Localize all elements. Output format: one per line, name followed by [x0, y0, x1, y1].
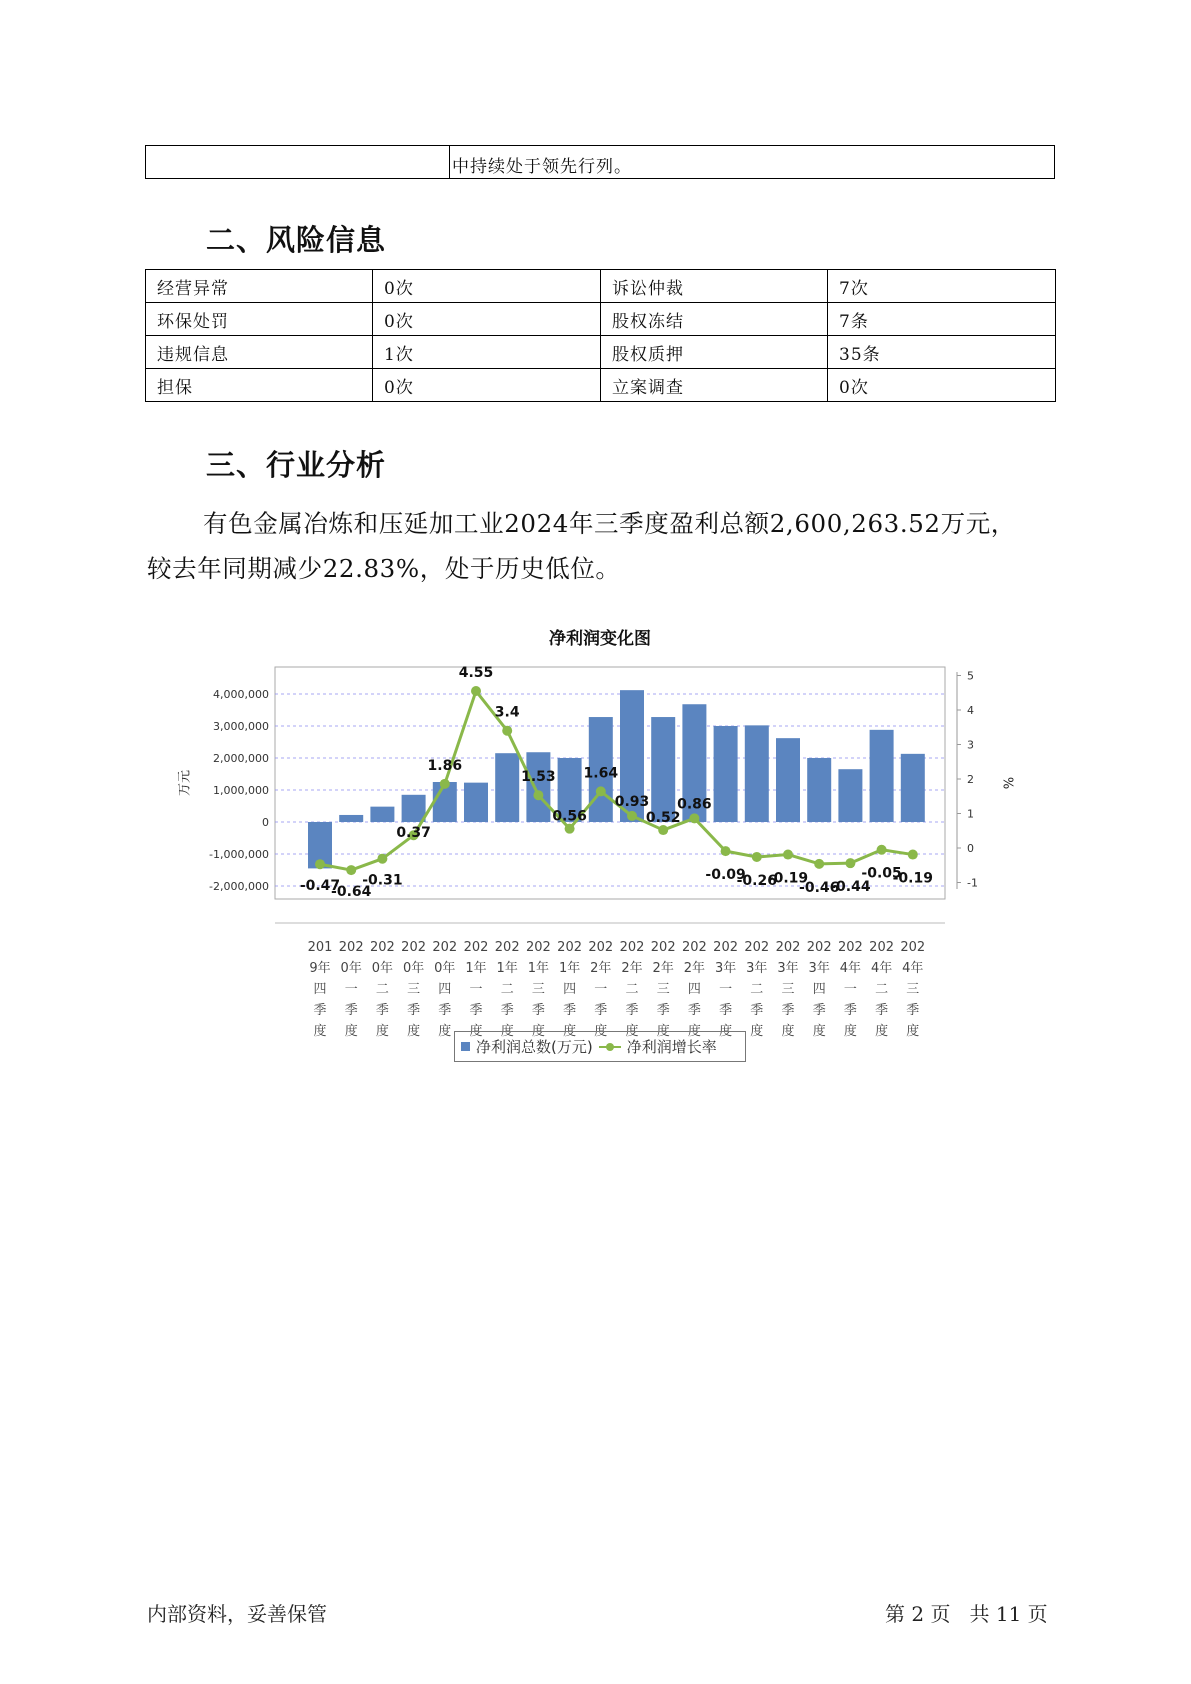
line-point [596, 786, 606, 796]
x-tick-label: 202 [775, 940, 801, 955]
x-tick-label: 季 [438, 1003, 452, 1018]
risk-value: 0次 [373, 303, 601, 336]
x-tick-label: 1年 [496, 961, 518, 976]
x-tick-label: 0年 [371, 961, 394, 976]
risk-value: 0次 [828, 369, 1056, 402]
x-tick-label: 季 [906, 1003, 920, 1018]
legend-bar-swatch [461, 1042, 470, 1051]
line-point [752, 852, 762, 862]
x-tick-label: 二 [500, 982, 514, 997]
x-tick-label: 202 [681, 940, 707, 955]
data-label: -0.31 [362, 872, 403, 889]
x-tick-label: 四 [563, 982, 577, 997]
x-tick-label: 季 [656, 1003, 670, 1018]
line-point [845, 858, 855, 868]
line-point [689, 813, 699, 823]
section-heading-industry: 三、行业分析 [206, 448, 387, 482]
x-tick-label: 二 [625, 982, 639, 997]
x-tick-label: 1年 [558, 961, 581, 976]
bar [464, 783, 488, 822]
x-tick-label: 202 [869, 940, 895, 955]
x-tick-label: 度 [438, 1024, 452, 1039]
x-tick-label: 季 [594, 1003, 608, 1018]
x-tick-label: 季 [531, 1003, 545, 1018]
line-point [783, 850, 793, 860]
x-tick-label: 季 [313, 1003, 327, 1018]
x-tick-label: 四 [438, 982, 452, 997]
x-tick-label: 202 [650, 940, 676, 955]
data-label: 3.4 [494, 704, 520, 721]
x-tick-label: 季 [750, 1003, 764, 1018]
x-tick-label: 0年 [434, 961, 456, 976]
table-row [146, 270, 1056, 303]
y-axis-title-left: 万元 [177, 769, 193, 797]
x-tick-label: 三 [781, 982, 795, 997]
line-point [346, 865, 356, 875]
risk-label: 担保 [146, 369, 373, 402]
y-tick-label-right: 5 [967, 669, 974, 683]
y-axis-title-right: % [999, 776, 1015, 790]
footer-page-number: 第 2 页 共 11 页 [885, 1602, 1048, 1626]
data-label: 0.37 [396, 825, 431, 842]
x-tick-label: 一 [719, 982, 733, 997]
net-profit-chart [175, 655, 1025, 1039]
x-tick-label: 202 [494, 940, 520, 955]
x-tick-label: 一 [843, 982, 857, 997]
x-tick-label: 度 [375, 1024, 389, 1039]
x-tick-label: 2年 [652, 961, 674, 976]
x-tick-label: 9年 [309, 961, 331, 976]
x-tick-label: 度 [625, 1024, 639, 1039]
y-tick-label-right: 0 [967, 842, 974, 855]
table-row [146, 369, 1056, 402]
risk-value: 35条 [828, 336, 1056, 369]
line-point [533, 790, 543, 800]
data-label: -0.09 [705, 867, 746, 884]
y-tick-label-right: 2 [967, 773, 974, 786]
x-tick-label: 季 [719, 1003, 733, 1018]
risk-label: 诉讼仲裁 [601, 270, 828, 303]
table-divider [449, 146, 450, 178]
line-point [471, 686, 481, 696]
x-tick-label: 度 [812, 1024, 826, 1039]
legend-bar-label: 净利润总数(万元) [476, 1038, 593, 1056]
line-point [908, 850, 918, 860]
section-heading-risk: 二、风险信息 [206, 223, 387, 257]
y-tick-label-left: -1,000,000 [209, 848, 269, 861]
analysis-paragraph-line1: 有色金属冶炼和压延加工业2024年三季度盈利总额2,600,263.52万元， [203, 509, 1016, 538]
line-point [658, 825, 668, 835]
x-tick-label: 度 [750, 1024, 764, 1039]
x-tick-label: 季 [375, 1003, 389, 1018]
line-point [565, 824, 575, 834]
x-tick-label: 季 [812, 1003, 826, 1018]
x-tick-label: 202 [806, 940, 832, 955]
x-tick-label: 四 [313, 982, 327, 997]
x-tick-label: 202 [713, 940, 739, 955]
x-tick-label: 0年 [402, 961, 425, 976]
y-tick-label-left: -2,000,000 [209, 880, 269, 893]
x-tick-label: 度 [843, 1024, 857, 1039]
x-tick-label: 度 [344, 1024, 358, 1039]
x-tick-label: 季 [344, 1003, 358, 1018]
x-tick-label: 1年 [527, 961, 550, 976]
bar [714, 726, 738, 822]
x-tick-label: 2年 [683, 961, 706, 976]
x-tick-label: 度 [906, 1024, 920, 1039]
data-label: -0.19 [767, 870, 809, 887]
x-tick-label: 202 [619, 940, 645, 955]
y-tick-label-right: 3 [967, 738, 974, 752]
x-tick-label: 202 [744, 940, 770, 955]
x-tick-label: 季 [469, 1003, 483, 1018]
x-tick-label: 三 [531, 982, 545, 997]
bar [776, 738, 800, 822]
x-tick-label: 202 [463, 940, 489, 955]
x-tick-label: 202 [837, 940, 863, 955]
chart-legend [454, 1031, 746, 1062]
x-tick-label: 度 [407, 1024, 421, 1039]
continuation-table [145, 145, 1055, 179]
risk-label: 经营异常 [146, 270, 373, 303]
bar [370, 807, 394, 822]
x-tick-label: 季 [843, 1003, 857, 1018]
risk-value: 7条 [828, 303, 1056, 336]
x-tick-label: 3年 [714, 961, 737, 976]
x-tick-label: 度 [531, 1024, 545, 1039]
data-label: -0.26 [736, 872, 777, 889]
x-tick-label: 度 [500, 1024, 514, 1039]
x-tick-label: 2年 [590, 961, 612, 976]
x-tick-label: 二 [375, 982, 389, 997]
x-tick-label: 202 [338, 940, 364, 955]
footer-left: 内部资料，妥善保管 [147, 1602, 327, 1626]
data-label: 0.52 [645, 810, 681, 827]
line-point [627, 811, 637, 821]
bar [901, 754, 925, 822]
risk-label: 立案调查 [601, 369, 828, 402]
line-point [814, 859, 824, 869]
y-tick-label-left: 2,000,000 [213, 752, 269, 765]
bar [838, 769, 862, 822]
x-tick-label: 二 [875, 982, 889, 997]
x-tick-label: 度 [594, 1024, 608, 1039]
x-tick-label: 3年 [746, 961, 768, 976]
x-tick-label: 四 [812, 982, 826, 997]
x-tick-label: 2年 [621, 961, 643, 976]
bar [526, 752, 550, 822]
data-label: 0.86 [677, 796, 712, 813]
y-tick-label-right: 1 [967, 807, 974, 821]
bar [807, 758, 831, 822]
risk-value: 0次 [373, 270, 601, 303]
x-tick-label: 201 [307, 940, 333, 955]
table-row [146, 303, 1056, 336]
x-tick-label: 度 [563, 1024, 577, 1039]
risk-label: 违规信息 [146, 336, 373, 369]
x-tick-label: 一 [344, 982, 358, 997]
x-tick-label: 季 [625, 1003, 639, 1018]
y-tick-label-right: 4 [967, 704, 974, 717]
y-tick-label-left: 4,000,000 [213, 688, 269, 701]
data-label: 1.86 [427, 757, 463, 774]
x-tick-label: 度 [313, 1024, 327, 1039]
risk-value: 0次 [373, 369, 601, 402]
data-label: 1.53 [521, 769, 556, 786]
legend-line-label: 净利润增长率 [626, 1038, 717, 1056]
x-tick-label: 度 [875, 1024, 889, 1039]
data-label: 0.93 [614, 793, 650, 810]
x-tick-label: 季 [875, 1003, 889, 1018]
y-tick-label-left: 3,000,000 [213, 720, 269, 733]
x-tick-label: 202 [432, 940, 458, 955]
table-row [146, 336, 1056, 369]
risk-label: 环保处罚 [146, 303, 373, 336]
line-point [440, 779, 450, 789]
x-tick-label: 二 [750, 982, 764, 997]
data-label: -0.46 [799, 879, 840, 896]
data-label: -0.05 [861, 865, 902, 882]
data-label: 4.55 [458, 665, 494, 682]
x-tick-label: 202 [588, 940, 614, 955]
x-tick-label: 202 [557, 940, 583, 955]
y-tick-label-left: 0 [262, 816, 269, 829]
bar [745, 725, 769, 822]
line-point [315, 859, 325, 869]
x-tick-label: 季 [687, 1003, 701, 1018]
bar [402, 795, 426, 822]
risk-label: 股权冻结 [601, 303, 828, 336]
x-tick-label: 三 [906, 982, 920, 997]
analysis-paragraph-line2: 较去年同期减少22.83%，处于历史低位。 [147, 554, 621, 583]
bar [651, 717, 675, 822]
bar [870, 730, 894, 822]
x-tick-label: 0年 [340, 961, 362, 976]
chart-title: 净利润变化图 [549, 629, 651, 649]
x-tick-label: 202 [401, 940, 427, 955]
x-tick-label: 度 [469, 1024, 483, 1039]
x-tick-label: 季 [781, 1003, 795, 1018]
risk-table [145, 269, 1056, 402]
line-point [721, 846, 731, 856]
x-tick-label: 1年 [465, 961, 487, 976]
x-tick-label: 三 [407, 982, 421, 997]
data-label: -0.47 [299, 878, 341, 895]
x-tick-label: 202 [900, 940, 926, 955]
x-tick-label: 4年 [902, 961, 924, 976]
table-cell-text: 中持续处于领先行列。 [452, 157, 632, 177]
x-tick-label: 度 [656, 1024, 670, 1039]
x-tick-label: 4年 [870, 961, 893, 976]
x-tick-label: 度 [687, 1024, 701, 1039]
x-tick-label: 度 [781, 1024, 795, 1039]
x-tick-label: 3年 [808, 961, 830, 976]
risk-value: 1次 [373, 336, 601, 369]
line-point [377, 854, 387, 864]
x-tick-label: 4年 [839, 961, 862, 976]
x-tick-label: 202 [525, 940, 551, 955]
data-label: -0.19 [892, 870, 933, 887]
x-tick-label: 3年 [777, 961, 799, 976]
x-tick-label: 季 [500, 1003, 514, 1018]
bar [495, 753, 519, 822]
y-tick-label-left: 1,000,000 [213, 784, 269, 797]
data-label: 1.64 [583, 765, 619, 782]
bar [339, 815, 363, 822]
risk-value: 7次 [828, 270, 1056, 303]
y-tick-label-right: -1 [967, 876, 978, 890]
x-tick-label: 四 [687, 982, 701, 997]
line-point [502, 726, 512, 736]
x-tick-label: 度 [719, 1024, 733, 1039]
x-tick-label: 一 [594, 982, 608, 997]
data-label: 0.56 [552, 808, 587, 825]
x-tick-label: 一 [469, 982, 483, 997]
data-label: -0.44 [830, 879, 871, 896]
line-point [877, 845, 887, 855]
legend-line-swatch [599, 1046, 621, 1048]
data-label: -0.64 [331, 884, 372, 901]
x-tick-label: 三 [656, 982, 670, 997]
x-tick-label: 季 [407, 1003, 421, 1018]
x-tick-label: 202 [369, 940, 395, 955]
x-tick-label: 季 [563, 1003, 577, 1018]
risk-label: 股权质押 [601, 336, 828, 369]
